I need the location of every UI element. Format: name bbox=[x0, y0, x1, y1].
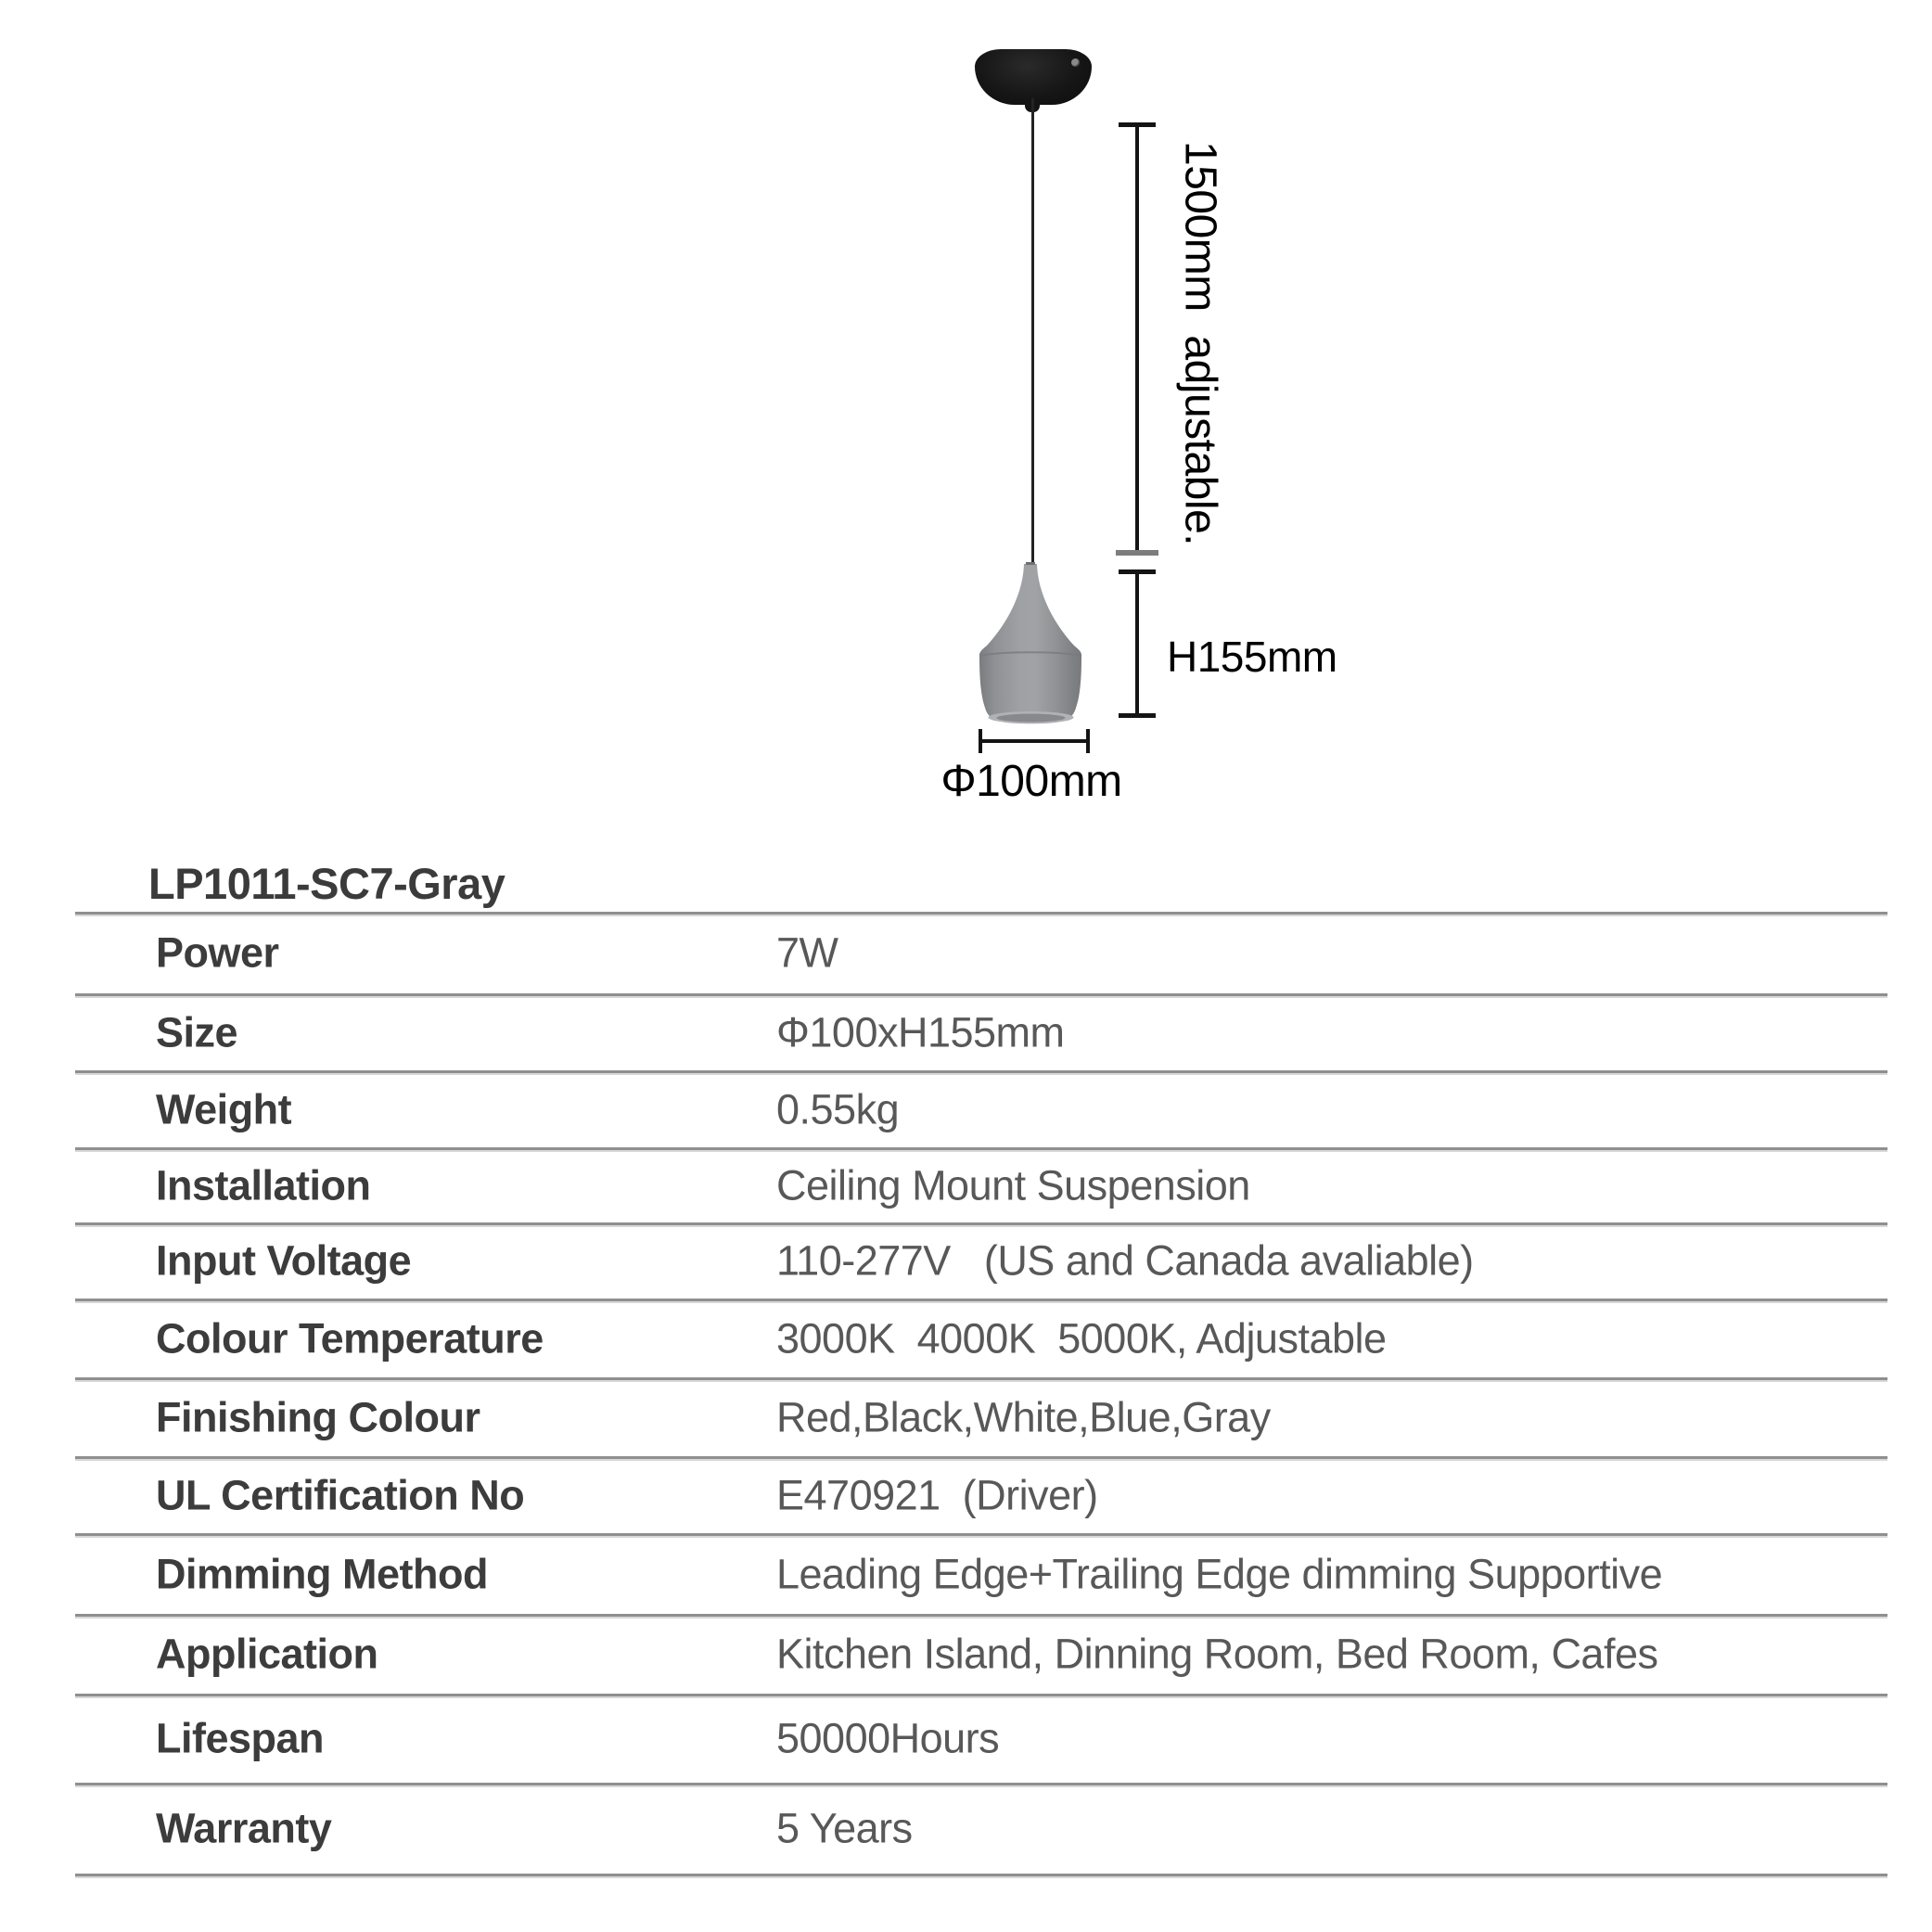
spec-value: 0.55kg bbox=[776, 1085, 900, 1132]
lamp-shade-body bbox=[979, 564, 1081, 723]
product-model-title: LP1011-SC7-Gray bbox=[148, 859, 505, 908]
spec-value: Kitchen Island, Dinning Room, Bed Room, Cafes bbox=[776, 1630, 1658, 1678]
table-row bbox=[0, 993, 1932, 1070]
spec-value: 50000Hours bbox=[776, 1714, 1000, 1762]
spec-label: Size bbox=[156, 1008, 238, 1056]
spec-value: Leading Edge+Trailing Edge dimming Supportive bbox=[776, 1550, 1663, 1597]
cable-dim-line bbox=[1135, 122, 1139, 554]
table-row bbox=[0, 1377, 1932, 1456]
spec-label: Dimming Method bbox=[156, 1550, 488, 1597]
suspension-cable bbox=[1031, 98, 1034, 566]
spec-value: Ceiling Mount Suspension bbox=[776, 1161, 1250, 1209]
lamp-shade-diffuser bbox=[997, 714, 1066, 723]
table-row bbox=[0, 1147, 1932, 1222]
spec-label: UL Certification No bbox=[156, 1471, 525, 1518]
spec-label: Power bbox=[156, 928, 279, 977]
spec-value: Φ100xH155mm bbox=[776, 1008, 1065, 1056]
spec-label: Lifespan bbox=[156, 1714, 325, 1762]
cable-length-dimension-label: 1500mm adjustable. bbox=[1175, 141, 1225, 546]
height-dim-bottom-cap bbox=[1119, 713, 1156, 718]
table-row bbox=[0, 1783, 1932, 1874]
height-dim-line bbox=[1135, 569, 1139, 718]
spec-label: Warranty bbox=[156, 1804, 332, 1852]
lamp-shade-neck-cap bbox=[1026, 562, 1035, 565]
spec-label: Finishing Colour bbox=[156, 1393, 480, 1440]
spec-value: 3000K 4000K 5000K, Adjustable bbox=[776, 1314, 1387, 1362]
diameter-dim-line bbox=[980, 739, 1090, 743]
spec-label: Weight bbox=[156, 1085, 292, 1132]
table-row bbox=[0, 1533, 1932, 1614]
spec-value: 5 Years bbox=[776, 1804, 913, 1852]
separator-line bbox=[75, 1874, 1887, 1878]
cable-dim-bottom-cap bbox=[1116, 550, 1158, 556]
ceiling-canopy bbox=[975, 49, 1092, 105]
spec-label: Input Voltage bbox=[156, 1236, 412, 1285]
table-row bbox=[0, 1070, 1932, 1147]
spec-value: E470921 (Driver) bbox=[776, 1471, 1098, 1518]
table-row bbox=[0, 1456, 1932, 1533]
diameter-dim-right-tick bbox=[1086, 729, 1090, 753]
spec-label: Colour Temperature bbox=[156, 1314, 544, 1362]
table-row bbox=[0, 1694, 1932, 1783]
spec-label: Installation bbox=[156, 1161, 371, 1209]
spec-value: 110-277V (US and Canada avaliable) bbox=[776, 1236, 1474, 1285]
lamp-shade bbox=[976, 562, 1087, 727]
table-row bbox=[0, 1614, 1932, 1694]
shade-diameter-dimension-label: Φ100mm bbox=[940, 757, 1122, 806]
canopy-screw bbox=[1071, 58, 1080, 67]
table-row bbox=[0, 1299, 1932, 1377]
table-row bbox=[0, 1222, 1932, 1299]
spec-value: Red,Black,White,Blue,Gray bbox=[776, 1393, 1271, 1440]
table-row bbox=[0, 912, 1932, 993]
shade-height-dimension-label: H155mm bbox=[1167, 633, 1337, 681]
spec-label: Application bbox=[156, 1630, 378, 1678]
spec-value: 7W bbox=[776, 928, 838, 977]
